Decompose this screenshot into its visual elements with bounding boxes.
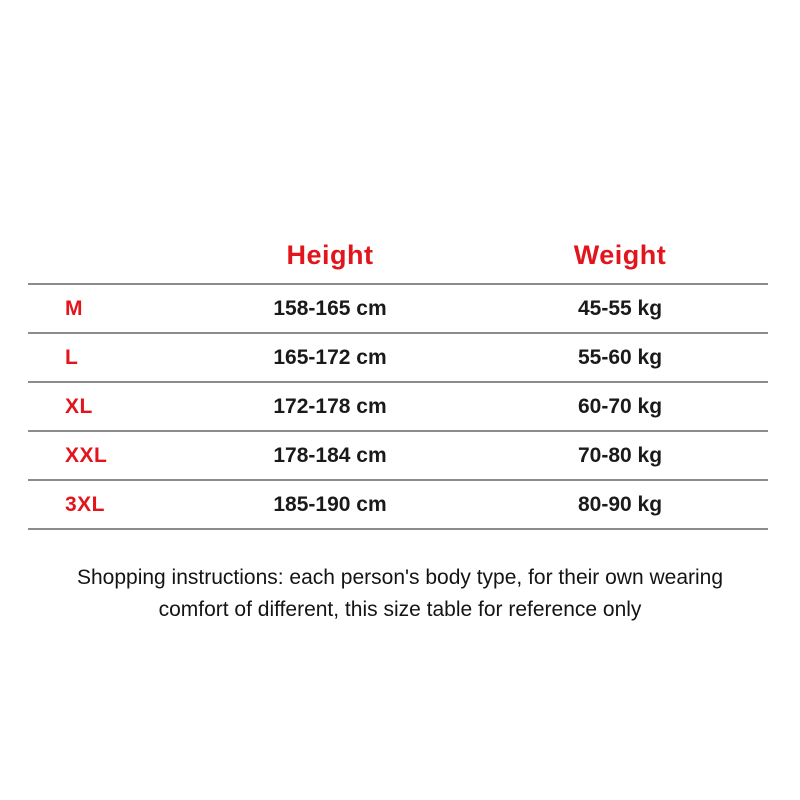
weight-value: 60-70 kg xyxy=(577,394,663,418)
table-row xyxy=(28,481,768,530)
note-line-1: Shopping instructions: each person's body type, for their own wearing xyxy=(76,566,724,589)
height-value: 165-172 cm xyxy=(273,345,387,369)
weight-value: 80-90 kg xyxy=(577,492,663,516)
size-label: 3XL xyxy=(65,492,106,516)
weight-column-header: Weight xyxy=(573,240,667,270)
size-label: L xyxy=(65,345,79,369)
height-value: 172-178 cm xyxy=(273,394,387,418)
note-line-2: comfort of different, this size table for reference only xyxy=(158,598,642,621)
height-value: 185-190 cm xyxy=(273,492,387,516)
size-label: XXL xyxy=(65,443,108,467)
height-value: 158-165 cm xyxy=(273,296,387,320)
shopping-instructions-note xyxy=(0,562,800,626)
size-label: XL xyxy=(65,394,93,418)
height-column-header: Height xyxy=(286,240,374,270)
table-row xyxy=(28,285,768,334)
weight-value: 70-80 kg xyxy=(577,443,663,467)
height-value: 178-184 cm xyxy=(273,443,387,467)
table-row xyxy=(28,432,768,481)
table-row xyxy=(28,334,768,383)
table-header-row xyxy=(28,228,768,285)
weight-value: 45-55 kg xyxy=(577,296,663,320)
size-label: M xyxy=(65,296,83,320)
weight-value: 55-60 kg xyxy=(577,345,663,369)
size-chart-table xyxy=(28,228,768,530)
table-row xyxy=(28,383,768,432)
